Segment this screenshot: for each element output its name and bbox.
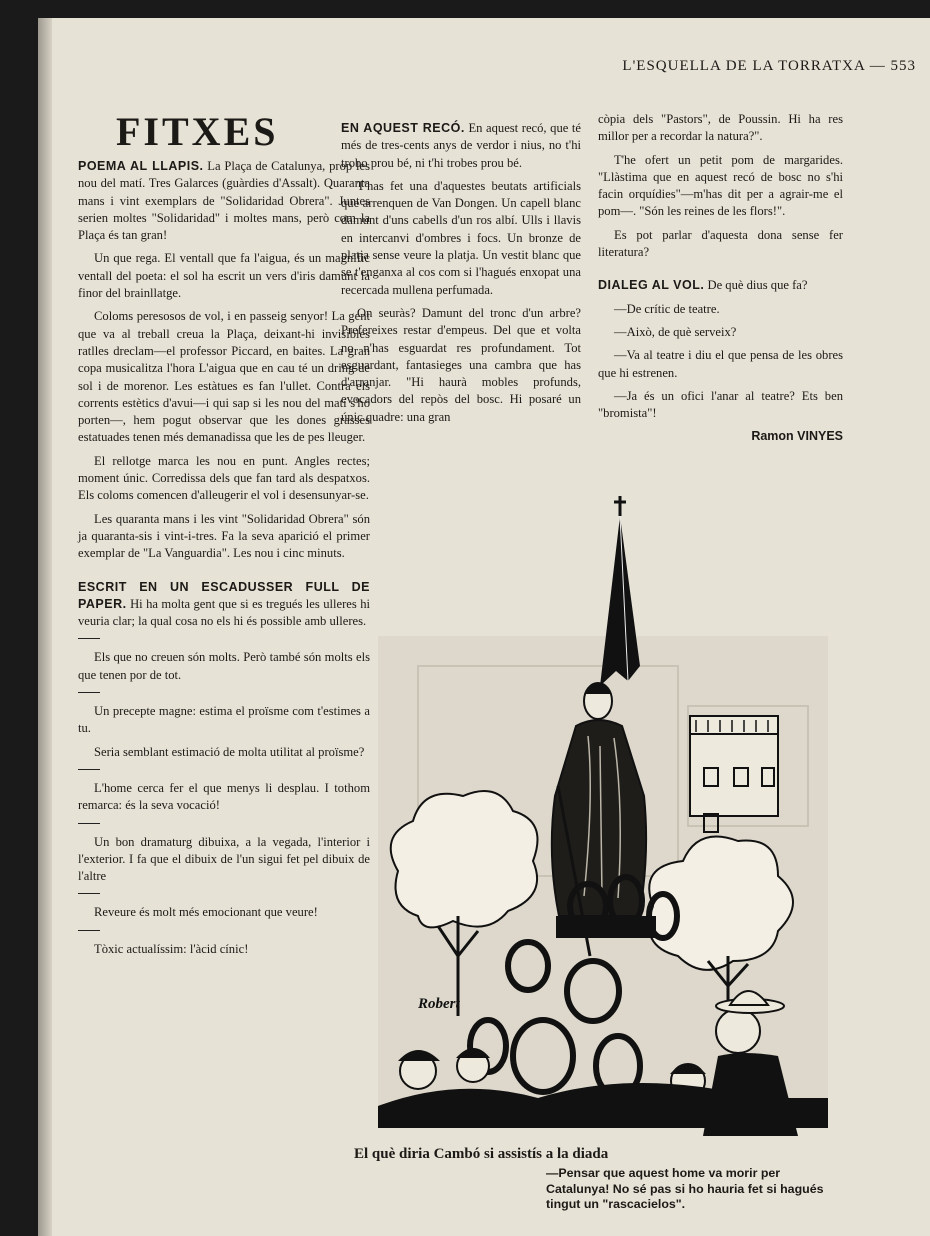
paragraph: Un que rega. El ventall que fa l'aigua, és un magnífic ventall del poeta: el sol ha escrit un vers d'iris damunt la finor del brainllatge. xyxy=(78,251,370,301)
page-title: FITXES xyxy=(116,109,279,154)
column-1 xyxy=(78,158,370,964)
page-spine-shadow xyxy=(38,18,52,1236)
paragraph xyxy=(78,158,370,244)
paragraph xyxy=(341,120,581,172)
column-2 xyxy=(341,120,581,432)
paragraph: Un bon dramaturg dibuixa, a la vegada, l'interior i l'exterior. I fa que el dibuix de l'un sigui fet pel dibuix de l'altre xyxy=(78,834,370,884)
author-signature: Ramon VINYES xyxy=(751,429,843,444)
divider xyxy=(78,930,100,931)
divider xyxy=(78,823,100,824)
section-heading-escrit: ESCRIT EN UN ESCADUSSER FULL DE PAPER. xyxy=(78,579,370,611)
paragraph: —Això, de què serveix? xyxy=(614,324,737,339)
paragraph: —De crític de teatre. xyxy=(614,301,720,316)
paragraph xyxy=(78,579,370,631)
cartoon-illustration xyxy=(378,486,828,1136)
paragraph: còpia dels "Pastors", de Poussin. Hi ha res millor per a recordar la natura?". xyxy=(598,112,843,144)
divider xyxy=(78,638,100,639)
divider xyxy=(78,692,100,693)
paragraph: Les quaranta mans i les vint "Solidaridad Obrera" són ja quaranta-sis i vint-i-tres. Fa la seva aparició el primer exemplar de "La Vanguardia". Les nou i cinc minuts. xyxy=(78,511,370,561)
illustrator-signature: Robert xyxy=(418,996,460,1012)
paragraph: —Va al teatre i diu el que pensa de les obres que hi estrenen. xyxy=(598,348,843,380)
paragraph: L'home cerca fer el que menys li desplau. I tothom remarca: és la seva vocació! xyxy=(78,780,370,813)
paragraph xyxy=(598,277,843,294)
section-heading-reco: EN AQUEST RECÓ. xyxy=(341,121,465,135)
column-3 xyxy=(598,111,843,446)
newspaper-page xyxy=(38,18,930,1236)
section-heading-poema: POEMA AL LLAPIS. xyxy=(78,159,204,173)
paragraph-text: Hi ha molta gent que si es tregués les ulleres hi veuria clar; la qual cosa no els hi és possible amb ulleres. xyxy=(78,596,370,629)
paragraph-text: La Plaça de Catalunya, prop les nou del matí. Tres Galarces (guàrdies d'Assalt). Quaranta mans i vint exemplars de "Solidaridad Obrera". Juntes serien moltes "Solidaridad" i moltes mans, però com la Plaça és tan gran! xyxy=(78,159,370,243)
caption-dialogue: —Pensar que aquest home va morir per Catalunya! No sé pas si ho hauria fet si hagués tingut un "rascacielos". xyxy=(546,1166,824,1211)
paragraph: Es pot parlar d'aquesta dona sense fer literatura? xyxy=(598,227,843,260)
flag xyxy=(600,496,640,686)
paragraph: Seria semblant estimació de molta utilitat al proïsme? xyxy=(94,744,365,759)
paragraph: Coloms peresosos de vol, i en passeig senyor! La gent que va al treball creua la Plaça, deixant-hi invisibles ratlles dreclam—el professor Piccard, en baites. La gran copa musicalitza l'hora L'aigua que en cau té un dring de sol i de morenor. Les estàtues es fan l'ullet. Contra els corrents estètics d'avui—i qui sap si les nou del matí s'ho porten—, hem pogut observar que les dones grasses estatuades tenen més demanadissa que les de pes lleuger. xyxy=(78,309,370,445)
paragraph: Tòxic actualíssim: l'àcid cínic! xyxy=(94,941,249,956)
paragraph: Un precepte magne: estima el proïsme com t'estimes a tu. xyxy=(78,704,370,736)
paragraph: El rellotge marca les nou en punt. Angles rectes; moment únic. Corredissa dels que fan tard als despatxos. Els coloms comencen d'alleugerir el vol i desensunyar-se. xyxy=(78,453,370,503)
paragraph: Els que no creuen són molts. Però també són molts els que tenen por de tot. xyxy=(78,650,370,682)
paragraph: On seuràs? Damunt del tronc d'un arbre? Prefereixes restar d'empeus. Del que et volta no n'has esguardat res profundament. Tot esguardant, fantasieges una cambra que has d'arranjar. "Hi haurà mobles profunds, evocadors del repòs del bosc. Hi posaré un únic quadre: una gran xyxy=(341,305,581,424)
divider xyxy=(78,769,100,770)
paragraph: T'he ofert un petit pom de margarides. "Llàstima que en aquest recó de bosc no s'hi facin orquídies"—m'has dit per a agrair-me el pom—. "Són les reines de les flors!". xyxy=(598,152,843,219)
section-heading-dialeg: DIALEG AL VOL. xyxy=(598,278,705,293)
paragraph: —Ja és un ofici l'anar al teatre? Ets ben "bromista"! xyxy=(598,388,843,421)
divider xyxy=(78,893,100,894)
building xyxy=(690,716,778,832)
paragraph: Reveure és molt més emocionant que veure! xyxy=(94,905,318,920)
illustration-caption: El què diria Cambó si assistís a la diada xyxy=(354,1146,609,1162)
paragraph: T'has fet una d'aquestes beutats artificials que arrenquen de Van Dongen. Un capell blanc damunt d'uns cabells d'un ros albí. Ulls i llavis en intercanvi d'ombres i focs. Un bronze de platja sense veure la platja. Un vestit blanc que se t'enganxa al cos com si l'hagués enxopat una recercada mullena perfumada. xyxy=(341,178,581,297)
paragraph-text: En aquest recó, que té més de tres-cents anys de verdor i nius, no t'hi trobo prou bé, ni t'hi trobes prou bé. xyxy=(341,121,581,170)
running-head: L'ESQUELLA DE LA TORRATXA — 553 xyxy=(622,58,916,74)
paragraph-text: De què dius que fa? xyxy=(707,278,808,293)
